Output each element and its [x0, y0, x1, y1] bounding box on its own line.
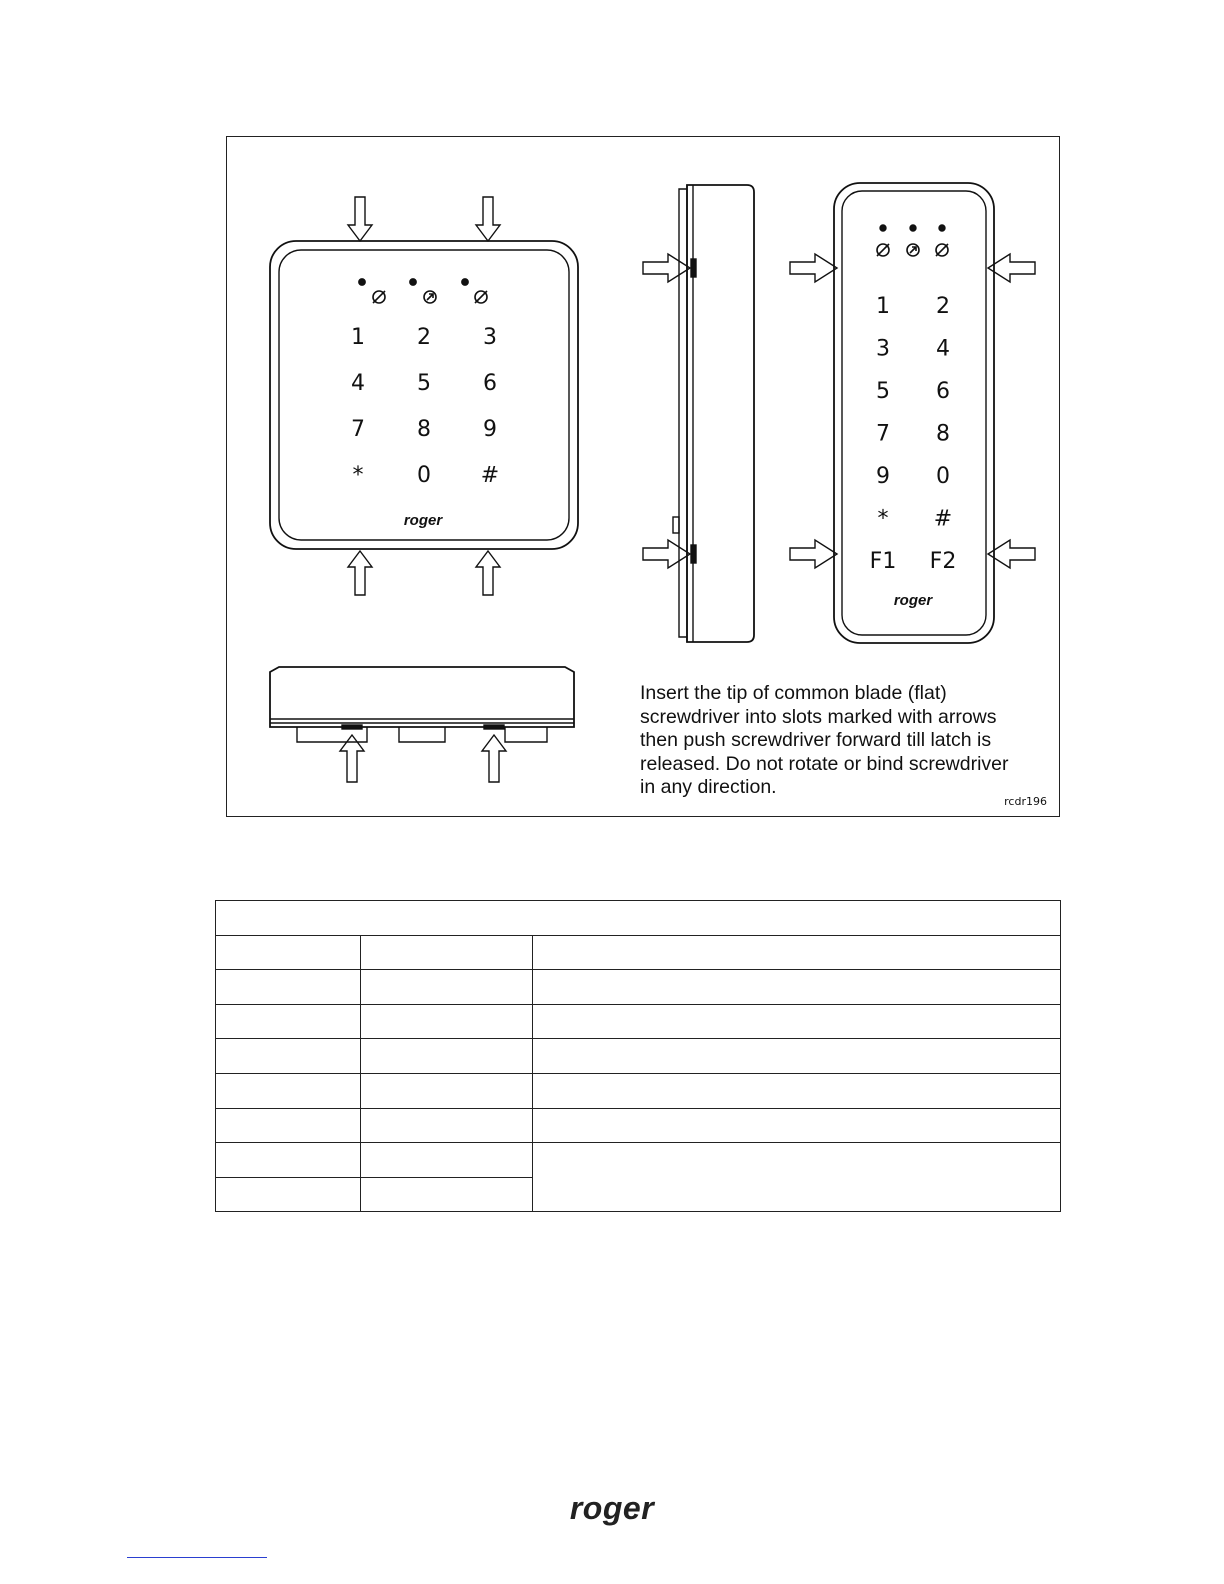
table-cell [533, 1143, 1061, 1212]
table-cell [533, 1108, 1061, 1143]
table-row [216, 1039, 1061, 1074]
keypad-key: 1 [351, 325, 365, 350]
terminal-table [215, 900, 1061, 1212]
keypad-key: 9 [483, 417, 497, 442]
keypad-key: 0 [936, 464, 950, 489]
instruction-text [640, 682, 1050, 800]
table-cell [361, 1073, 533, 1108]
instruction-line: screwdriver into slots marked with arrows [640, 705, 997, 728]
keypad-key: 4 [936, 336, 950, 362]
instruction-line: Insert the tip of common blade (flat) [640, 682, 947, 704]
installation-figure [226, 136, 1060, 817]
keypad-key: 8 [936, 421, 950, 447]
table-cell [533, 935, 1061, 970]
table-cell [216, 901, 1061, 936]
table-cell [216, 1039, 361, 1074]
table-row [216, 970, 1061, 1005]
keypad-key: 7 [351, 417, 365, 442]
keypad-key: 4 [351, 371, 365, 396]
table-cell [216, 1073, 361, 1108]
table-cell [361, 935, 533, 970]
table-cell [361, 1143, 533, 1178]
table-cell [361, 1039, 533, 1074]
keypad-key: 3 [876, 336, 890, 362]
table-cell [216, 1177, 361, 1212]
table-cell [216, 1004, 361, 1039]
table-header-row [216, 901, 1061, 936]
status-icons [373, 291, 487, 303]
keypad-key: * [877, 506, 889, 532]
table-cell [216, 970, 361, 1005]
keypad-key: 0 [417, 463, 431, 488]
keypad-key: 3 [483, 325, 497, 350]
instruction-line: then push screwdriver forward till latch is [640, 729, 992, 751]
table-row [216, 935, 1061, 970]
table-cell [533, 1073, 1061, 1108]
square-keypad-keys [351, 325, 499, 488]
figure-code: rcdr196 [1004, 795, 1047, 808]
keypad-key: # [480, 463, 500, 488]
instruction-line: released. Do not rotate or bind screwdriver [640, 752, 1009, 775]
table-row [216, 1143, 1061, 1178]
keypad-key: 5 [417, 371, 431, 396]
keypad-key: 8 [417, 417, 431, 442]
table-row [216, 1108, 1061, 1143]
keypad-key: # [933, 506, 953, 532]
table-cell [216, 1143, 361, 1178]
table-row [216, 1004, 1061, 1039]
table-cell [533, 970, 1061, 1005]
table-cell [216, 1108, 361, 1143]
tall-keypad-keys [870, 294, 957, 574]
square-reader-bottom [270, 667, 574, 782]
keypad-key: 1 [876, 294, 890, 319]
tall-reader-front [790, 183, 1035, 643]
footer-logo: roger [569, 1490, 655, 1526]
keypad-key: 9 [876, 464, 890, 489]
footer-link-underline[interactable] [127, 1557, 267, 1558]
table-cell [361, 970, 533, 1005]
table-cell [216, 935, 361, 970]
keypad-key: 6 [936, 379, 950, 404]
square-reader-front [270, 197, 578, 595]
keypad-key: F2 [929, 549, 957, 574]
keypad-key: 5 [876, 379, 890, 404]
square-reader-brand: roger [403, 512, 443, 529]
table-cell [533, 1039, 1061, 1074]
keypad-key: 7 [876, 421, 890, 447]
keypad-key: 6 [483, 371, 497, 396]
table-cell [361, 1108, 533, 1143]
keypad-key: * [352, 463, 364, 488]
tall-reader-side [643, 185, 754, 642]
instruction-line: in any direction. [640, 776, 777, 798]
table-cell [361, 1177, 533, 1212]
table-row [216, 1073, 1061, 1108]
keypad-key: 2 [417, 325, 431, 350]
keypad-key: 2 [936, 294, 950, 319]
keypad-key: F1 [869, 549, 897, 574]
table-cell [361, 1004, 533, 1039]
tall-reader-brand: roger [893, 592, 933, 609]
table-cell [533, 1004, 1061, 1039]
